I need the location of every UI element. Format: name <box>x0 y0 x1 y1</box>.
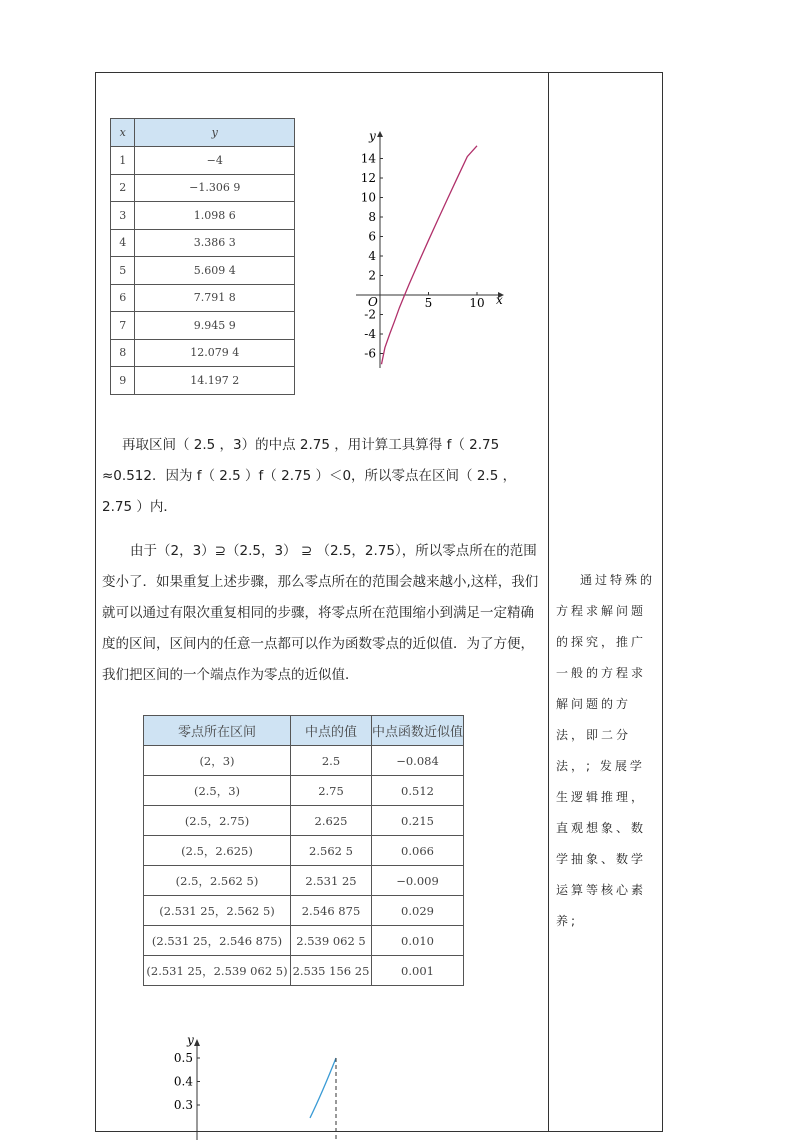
table2-cell-fvalue: 0.001 <box>372 956 464 986</box>
table1-header-x: x <box>111 119 135 147</box>
table1-row <box>111 339 295 367</box>
table1-row <box>111 257 295 285</box>
table2-cell-midpoint: 2.531 25 <box>291 866 372 896</box>
table2-row <box>144 746 464 776</box>
y-axis-arrow <box>377 131 383 137</box>
table2-header-fvalue: 中点函数近似值 <box>372 716 464 746</box>
origin-label: O <box>368 295 378 309</box>
table1-cell-y: −1.306 9 <box>135 174 295 202</box>
table2-cell-interval: (2，3) <box>144 746 291 776</box>
table2-cell-interval: (2.5，2.75) <box>144 806 291 836</box>
table1-row <box>111 367 295 395</box>
x-tick-label: 10 <box>469 296 485 310</box>
table1-cell-y: 7.791 8 <box>135 284 295 312</box>
y-axis-2-arrow <box>194 1039 200 1046</box>
table1-row <box>111 147 295 175</box>
y-axis-2-label: y <box>187 1033 194 1047</box>
table1-row <box>111 202 295 230</box>
table1-cell-y: −4 <box>135 147 295 175</box>
table2-cell-fvalue: −0.084 <box>372 746 464 776</box>
bisection-table <box>143 715 464 986</box>
y-tick-label: -4 <box>364 327 376 341</box>
table2-cell-midpoint: 2.5 <box>291 746 372 776</box>
table2-row <box>144 866 464 896</box>
table2-cell-midpoint: 2.546 875 <box>291 896 372 926</box>
xy-value-table <box>110 118 295 395</box>
table2-cell-midpoint: 2.75 <box>291 776 372 806</box>
table1-cell-y: 9.945 9 <box>135 312 295 340</box>
y-tick-label: 6 <box>368 229 376 244</box>
y-tick-label-2: 0.4 <box>173 1074 193 1089</box>
table1-cell-y: 5.609 4 <box>135 257 295 285</box>
table2-row <box>144 806 464 836</box>
function-graph <box>350 128 510 373</box>
table2-row <box>144 776 464 806</box>
table2-cell-midpoint: 2.539 062 5 <box>291 926 372 956</box>
table1-cell-x: 7 <box>111 312 135 340</box>
y-tick-label: 14 <box>360 151 376 166</box>
table2-cell-fvalue: 0.512 <box>372 776 464 806</box>
table2-cell-fvalue: −0.009 <box>372 866 464 896</box>
table1-row <box>111 312 295 340</box>
y-tick-label: 12 <box>360 171 376 185</box>
table1-cell-x: 4 <box>111 229 135 257</box>
x-tick-label: 5 <box>424 296 433 310</box>
table1-cell-x: 6 <box>111 284 135 312</box>
table2-cell-fvalue: 0.066 <box>372 836 464 866</box>
table2-cell-interval: (2.531 25，2.562 5) <box>144 896 291 926</box>
table2-cell-midpoint: 2.625 <box>291 806 372 836</box>
table1-cell-x: 2 <box>111 174 135 202</box>
table2-header-interval: 零点所在区间 <box>144 716 291 746</box>
table2-row <box>144 926 464 956</box>
y-tick-label-2: 0.5 <box>173 1051 193 1065</box>
table1-row <box>111 229 295 257</box>
table2-cell-interval: (2.5，2.625) <box>144 836 291 866</box>
y-tick-label: 10 <box>360 190 376 205</box>
y-tick-label: -2 <box>364 307 376 322</box>
table1-cell-x: 3 <box>111 202 135 230</box>
function-curve-2 <box>310 1058 336 1118</box>
table2-cell-fvalue: 0.215 <box>372 806 464 836</box>
table2-row <box>144 896 464 926</box>
y-axis-label: y <box>369 129 376 143</box>
table1-cell-y: 12.079 4 <box>135 339 295 367</box>
table1-cell-y: 3.386 3 <box>135 229 295 257</box>
table2-cell-interval: (2.531 25，2.546 875) <box>144 926 291 956</box>
table1-cell-y: 1.098 6 <box>135 202 295 230</box>
table2-cell-interval: (2.5，3) <box>144 776 291 806</box>
table2-cell-fvalue: 0.010 <box>372 926 464 956</box>
table1-header-y: y <box>135 119 295 147</box>
x-axis-label: x <box>496 293 503 307</box>
y-tick-label: -6 <box>364 346 376 361</box>
table2-cell-midpoint: 2.562 5 <box>291 836 372 866</box>
table2-row <box>144 836 464 866</box>
table2-cell-midpoint: 2.535 156 25 <box>291 956 372 986</box>
table1-cell-x: 8 <box>111 339 135 367</box>
table1-cell-x: 5 <box>111 257 135 285</box>
function-curve <box>382 146 478 364</box>
table1-cell-y: 14.197 2 <box>135 367 295 395</box>
table2-cell-interval: (2.531 25，2.539 062 5) <box>144 956 291 986</box>
table2-cell-fvalue: 0.029 <box>372 896 464 926</box>
table1-row <box>111 174 295 202</box>
paragraph-midpoint: 再取区间（ 2.5 ，3）的中点 2.75 ，用计算工具算得 f（ 2.75 ≈0.512．因为 f（ 2.5 ）f（ 2.75 ）＜0，所以零点在区间（ 2.5 ，2.75 ）内． <box>102 437 517 515</box>
y-tick-label: 2 <box>368 268 376 283</box>
table1-cell-x: 1 <box>111 147 135 175</box>
y-tick-label: 4 <box>368 249 376 263</box>
table1-cell-x: 9 <box>111 367 135 395</box>
zoom-graph <box>160 1030 360 1140</box>
y-tick-label-2: 0.3 <box>173 1098 193 1112</box>
paragraph-bisection: 由于（2，3）⊇（2.5，3） ⊇ （2.5，2.75），所以零点所在的范围变小了．如果重复上述步骤，那么零点所在的范围会越来越小,这样，我们就可以通过有限次重复相同的步骤，将零点所在范围缩小到满足一定精确度的区间，区间内的任意一点都可以作为函数零点的近似值．为了方便，我们把区间的一个端点作为零点的近似值． <box>102 543 539 683</box>
side-note: 通过特殊的方程求解问题的探究，推广一般的方程求解问题的方法，即二分法，; 发展学生逻辑推理，直观想象、数学抽象、数学运算等核心素养; <box>556 573 656 928</box>
table2-header-midpoint: 中点的值 <box>291 716 372 746</box>
table2-cell-interval: (2.5，2.562 5) <box>144 866 291 896</box>
table1-row <box>111 284 295 312</box>
column-divider <box>548 72 549 1132</box>
y-tick-label: 8 <box>368 210 376 224</box>
table2-row <box>144 956 464 986</box>
